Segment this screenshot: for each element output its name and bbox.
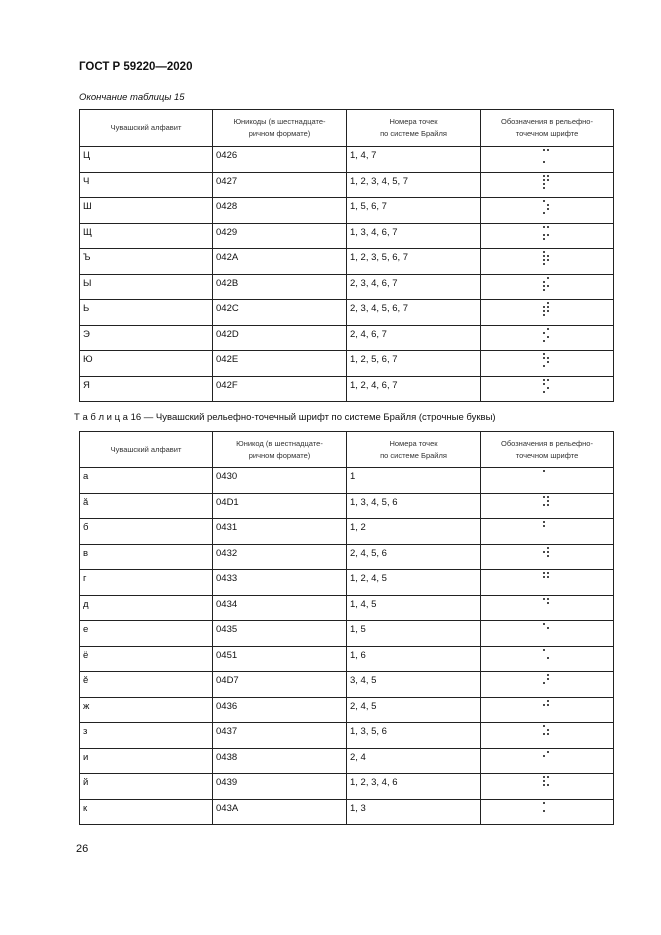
braille-dot-6: [547, 361, 549, 363]
braille-cell-icon: [543, 302, 551, 317]
braille-dot-5: [547, 357, 549, 359]
letter-cell: ж: [80, 697, 213, 723]
braille-symbol-cell: [481, 249, 614, 275]
letter-cell: Ю: [80, 351, 213, 377]
table-row: [80, 748, 614, 774]
table-row: [80, 147, 614, 173]
dot-numbers-cell: 3, 4, 5: [347, 672, 481, 698]
braille-dot-4: [547, 379, 549, 381]
braille-dot-5: [547, 179, 549, 181]
dot-numbers-cell: 2, 4, 5: [347, 697, 481, 723]
table-row: [80, 198, 614, 224]
letter-cell: ё: [80, 646, 213, 672]
braille-dot-2: [543, 281, 545, 283]
braille-dot-3: [543, 810, 545, 812]
dot-numbers-cell: 1, 4, 7: [347, 147, 481, 173]
braille-cell-icon: [543, 328, 551, 343]
braille-dot-4: [547, 328, 549, 330]
unicode-cell: 0427: [213, 172, 347, 198]
column-header-unicode: [213, 432, 347, 468]
column-header-braille-symbol: [481, 432, 614, 468]
braille-dot-6: [547, 259, 549, 261]
braille-dot-3: [543, 234, 545, 236]
braille-cell-icon: [543, 379, 551, 394]
braille-cell-icon: [543, 496, 551, 511]
unicode-cell: 0432: [213, 544, 347, 570]
braille-symbol-cell: [481, 519, 614, 545]
braille-dot-4: [547, 700, 549, 702]
braille-dot-6: [547, 504, 549, 506]
letter-cell: з: [80, 723, 213, 749]
braille-dot-4: [547, 226, 549, 228]
braille-dot-3: [543, 504, 545, 506]
braille-dot-4: [547, 751, 549, 753]
page-number: 26: [76, 843, 89, 855]
braille-symbol-cell: [481, 748, 614, 774]
table-row: [80, 621, 614, 647]
braille-cell-icon: [543, 547, 551, 562]
unicode-cell: 0439: [213, 774, 347, 800]
braille-dot-4: [547, 674, 549, 676]
braille-symbol-cell: [481, 325, 614, 351]
braille-dot-1: [543, 776, 545, 778]
braille-dot-3: [543, 682, 545, 684]
braille-dot-6: [547, 555, 549, 557]
braille-dot-4: [547, 572, 549, 574]
braille-cell-icon: [543, 175, 551, 190]
dot-numbers-cell: 2, 4, 5, 6: [347, 544, 481, 570]
braille-dot-5: [547, 204, 549, 206]
braille-dot-3: [543, 259, 545, 261]
braille-symbol-cell: [481, 468, 614, 494]
braille-dot-5: [547, 576, 549, 578]
unicode-cell: 0429: [213, 223, 347, 249]
unicode-cell: 0426: [213, 147, 347, 173]
unicode-cell: 0435: [213, 621, 347, 647]
table-row: [80, 774, 614, 800]
braille-dot-7: [543, 314, 545, 316]
letter-cell: к: [80, 799, 213, 825]
table-row: [80, 570, 614, 596]
dot-numbers-cell: 1: [347, 468, 481, 494]
header-label: Обозначения в рельефно- точечном шрифте: [501, 438, 593, 460]
dot-numbers-cell: 2, 3, 4, 6, 7: [347, 274, 481, 300]
letter-cell: Э: [80, 325, 213, 351]
unicode-cell: 0436: [213, 697, 347, 723]
header-label: Номера точек по системе Брайля: [380, 117, 447, 138]
header-label: Юникод (в шестнадцате- ричном формате): [236, 438, 323, 460]
braille-cell-icon: [543, 470, 551, 485]
table-row: [80, 376, 614, 402]
letter-cell: б: [80, 519, 213, 545]
braille-dot-2: [543, 525, 545, 527]
letter-cell: Ч: [80, 172, 213, 198]
braille-dot-2: [543, 255, 545, 257]
table-row: [80, 325, 614, 351]
unicode-cell: 043A: [213, 799, 347, 825]
dot-numbers-cell: 1, 5, 6, 7: [347, 198, 481, 224]
unicode-cell: 042F: [213, 376, 347, 402]
braille-symbol-cell: [481, 223, 614, 249]
braille-table-15: [79, 109, 614, 402]
dot-numbers-cell: 1, 2, 5, 6, 7: [347, 351, 481, 377]
table-row: [80, 544, 614, 570]
braille-dot-6: [547, 657, 549, 659]
table-row: [80, 799, 614, 825]
unicode-cell: 042C: [213, 300, 347, 326]
unicode-cell: 0433: [213, 570, 347, 596]
braille-table-16: [79, 431, 614, 825]
unicode-cell: 0437: [213, 723, 347, 749]
unicode-cell: 0428: [213, 198, 347, 224]
table-row: [80, 697, 614, 723]
braille-symbol-cell: [481, 493, 614, 519]
braille-symbol-cell: [481, 672, 614, 698]
letter-cell: Ш: [80, 198, 213, 224]
table-row: [80, 519, 614, 545]
braille-symbol-cell: [481, 351, 614, 377]
braille-cell-icon: [543, 226, 551, 241]
unicode-cell: 0438: [213, 748, 347, 774]
unicode-cell: 042B: [213, 274, 347, 300]
header-label: Номера точек по системе Брайля: [380, 438, 447, 460]
braille-symbol-cell: [481, 646, 614, 672]
letter-cell: ӑ: [80, 493, 213, 519]
letter-cell: Ы: [80, 274, 213, 300]
braille-symbol-cell: [481, 774, 614, 800]
braille-dot-2: [543, 357, 545, 359]
braille-dot-4: [547, 302, 549, 304]
header-label: Юникоды (в шестнадцате- ричном формате): [233, 117, 326, 138]
braille-dot-1: [543, 251, 545, 253]
header-label: Обозначения в рельефно- точечном шрифте: [501, 117, 593, 138]
braille-dot-1: [543, 649, 545, 651]
dot-numbers-cell: 2, 4, 6, 7: [347, 325, 481, 351]
braille-dot-6: [547, 387, 549, 389]
column-header-dot-numbers: [347, 110, 481, 147]
braille-symbol-cell: [481, 723, 614, 749]
table-row: [80, 274, 614, 300]
unicode-cell: 042A: [213, 249, 347, 275]
letter-cell: е: [80, 621, 213, 647]
table-row: [80, 468, 614, 494]
braille-dot-2: [543, 576, 545, 578]
braille-dot-3: [543, 183, 545, 185]
braille-dot-6: [547, 208, 549, 210]
letter-cell: Ъ: [80, 249, 213, 275]
braille-cell-icon: [543, 649, 551, 664]
header-label: Чувашский алфавит: [110, 123, 182, 132]
dot-numbers-cell: 1, 2, 4, 6, 7: [347, 376, 481, 402]
braille-dot-6: [547, 336, 549, 338]
braille-dot-2: [543, 306, 545, 308]
dot-numbers-cell: 1, 2, 4, 5: [347, 570, 481, 596]
header-label: Чувашский алфавит: [110, 444, 182, 454]
unicode-cell: 0431: [213, 519, 347, 545]
braille-dot-2: [543, 755, 545, 757]
braille-cell-icon: [543, 623, 551, 638]
braille-cell-icon: [543, 572, 551, 587]
braille-dot-1: [543, 226, 545, 228]
braille-dot-2: [543, 332, 545, 334]
braille-dot-6: [547, 733, 549, 735]
braille-dot-6: [547, 784, 549, 786]
braille-cell-icon: [543, 802, 551, 817]
table-row: [80, 646, 614, 672]
dot-numbers-cell: 1, 6: [347, 646, 481, 672]
braille-cell-icon: [543, 353, 551, 368]
braille-dot-5: [547, 627, 549, 629]
braille-dot-2: [543, 780, 545, 782]
braille-dot-6: [547, 285, 549, 287]
braille-dot-7: [543, 289, 545, 291]
braille-dot-4: [547, 175, 549, 177]
braille-cell-icon: [543, 751, 551, 766]
braille-dot-3: [543, 784, 545, 786]
column-header-braille-symbol: [481, 110, 614, 147]
letter-cell: Щ: [80, 223, 213, 249]
table-row: [80, 672, 614, 698]
braille-symbol-cell: [481, 300, 614, 326]
braille-cell-icon: [543, 700, 551, 715]
braille-dot-3: [543, 733, 545, 735]
braille-cell-icon: [543, 674, 551, 689]
letter-cell: Ц: [80, 147, 213, 173]
dot-numbers-cell: 1, 2: [347, 519, 481, 545]
braille-cell-icon: [543, 277, 551, 292]
letter-cell: й: [80, 774, 213, 800]
braille-dot-5: [547, 551, 549, 553]
table-row: [80, 223, 614, 249]
braille-dot-2: [543, 383, 545, 385]
table-row: [80, 351, 614, 377]
letter-cell: г: [80, 570, 213, 596]
braille-dot-5: [547, 306, 549, 308]
braille-dot-7: [543, 391, 545, 393]
braille-dot-5: [547, 602, 549, 604]
dot-numbers-cell: 2, 3, 4, 5, 6, 7: [347, 300, 481, 326]
table-continuation-caption: Окончание таблицы 15: [79, 92, 185, 103]
braille-symbol-cell: [481, 570, 614, 596]
letter-cell: а: [80, 468, 213, 494]
table-header-row: [80, 432, 614, 468]
braille-dot-3: [543, 310, 545, 312]
braille-symbol-cell: [481, 274, 614, 300]
braille-dot-7: [543, 187, 545, 189]
braille-cell-icon: [543, 149, 551, 164]
braille-cell-icon: [543, 598, 551, 613]
braille-dot-1: [543, 149, 545, 151]
braille-dot-4: [547, 598, 549, 600]
braille-dot-2: [543, 551, 545, 553]
table-row: [80, 300, 614, 326]
braille-dot-5: [547, 500, 549, 502]
braille-dot-1: [543, 572, 545, 574]
table-16-caption: Т а б л и ц а 16 — Чувашский рельефно-точечный шрифт по системе Брайля (строчные буквы): [74, 412, 496, 423]
braille-dot-7: [543, 238, 545, 240]
braille-dot-1: [543, 725, 545, 727]
braille-dot-1: [543, 496, 545, 498]
braille-symbol-cell: [481, 697, 614, 723]
braille-symbol-cell: [481, 198, 614, 224]
braille-dot-5: [547, 678, 549, 680]
braille-dot-2: [543, 704, 545, 706]
braille-dot-6: [547, 234, 549, 236]
braille-dot-1: [543, 353, 545, 355]
braille-dot-7: [543, 263, 545, 265]
braille-dot-5: [547, 255, 549, 257]
braille-cell-icon: [543, 725, 551, 740]
braille-symbol-cell: [481, 595, 614, 621]
braille-dot-1: [543, 521, 545, 523]
table-row: [80, 595, 614, 621]
dot-numbers-cell: 1, 2, 3, 5, 6, 7: [347, 249, 481, 275]
letter-cell: в: [80, 544, 213, 570]
column-header-alphabet: [80, 432, 213, 468]
braille-dot-7: [543, 161, 545, 163]
braille-dot-1: [543, 623, 545, 625]
dot-numbers-cell: 2, 4: [347, 748, 481, 774]
dot-numbers-cell: 1, 3: [347, 799, 481, 825]
braille-dot-6: [547, 310, 549, 312]
braille-dot-4: [547, 547, 549, 549]
dot-numbers-cell: 1, 4, 5: [347, 595, 481, 621]
dot-numbers-cell: 1, 3, 5, 6: [347, 723, 481, 749]
braille-symbol-cell: [481, 544, 614, 570]
table-header-row: [80, 110, 614, 147]
letter-cell: Ь: [80, 300, 213, 326]
braille-dot-7: [543, 212, 545, 214]
table-row: [80, 172, 614, 198]
dot-numbers-cell: 1, 5: [347, 621, 481, 647]
braille-dot-4: [547, 277, 549, 279]
braille-symbol-cell: [481, 799, 614, 825]
braille-dot-1: [543, 470, 545, 472]
braille-dot-5: [547, 729, 549, 731]
braille-dot-4: [547, 149, 549, 151]
column-header-dot-numbers: [347, 432, 481, 468]
column-header-unicode: [213, 110, 347, 147]
unicode-cell: 0430: [213, 468, 347, 494]
braille-symbol-cell: [481, 376, 614, 402]
braille-dot-5: [547, 704, 549, 706]
braille-dot-1: [543, 200, 545, 202]
unicode-cell: 04D1: [213, 493, 347, 519]
braille-cell-icon: [543, 200, 551, 215]
unicode-cell: 0451: [213, 646, 347, 672]
unicode-cell: 042D: [213, 325, 347, 351]
braille-dot-1: [543, 175, 545, 177]
braille-cell-icon: [543, 776, 551, 791]
braille-dot-1: [543, 802, 545, 804]
dot-numbers-cell: 1, 3, 4, 6, 7: [347, 223, 481, 249]
unicode-cell: 0434: [213, 595, 347, 621]
braille-dot-4: [547, 496, 549, 498]
table-row: [80, 249, 614, 275]
dot-numbers-cell: 1, 2, 3, 4, 5, 7: [347, 172, 481, 198]
braille-dot-1: [543, 598, 545, 600]
column-header-alphabet: [80, 110, 213, 147]
braille-dot-4: [547, 776, 549, 778]
letter-cell: и: [80, 748, 213, 774]
table-row: [80, 723, 614, 749]
braille-symbol-cell: [481, 621, 614, 647]
unicode-cell: 042E: [213, 351, 347, 377]
dot-numbers-cell: 1, 2, 3, 4, 6: [347, 774, 481, 800]
braille-dot-2: [543, 179, 545, 181]
letter-cell: ӗ: [80, 672, 213, 698]
braille-cell-icon: [543, 251, 551, 266]
braille-symbol-cell: [481, 172, 614, 198]
dot-numbers-cell: 1, 3, 4, 5, 6: [347, 493, 481, 519]
unicode-cell: 04D7: [213, 672, 347, 698]
letter-cell: Я: [80, 376, 213, 402]
braille-dot-7: [543, 340, 545, 342]
table-row: [80, 493, 614, 519]
braille-dot-1: [543, 379, 545, 381]
braille-symbol-cell: [481, 147, 614, 173]
braille-dot-3: [543, 285, 545, 287]
braille-cell-icon: [543, 521, 551, 536]
letter-cell: д: [80, 595, 213, 621]
braille-dot-7: [543, 365, 545, 367]
document-header: ГОСТ Р 59220—2020: [79, 61, 193, 73]
